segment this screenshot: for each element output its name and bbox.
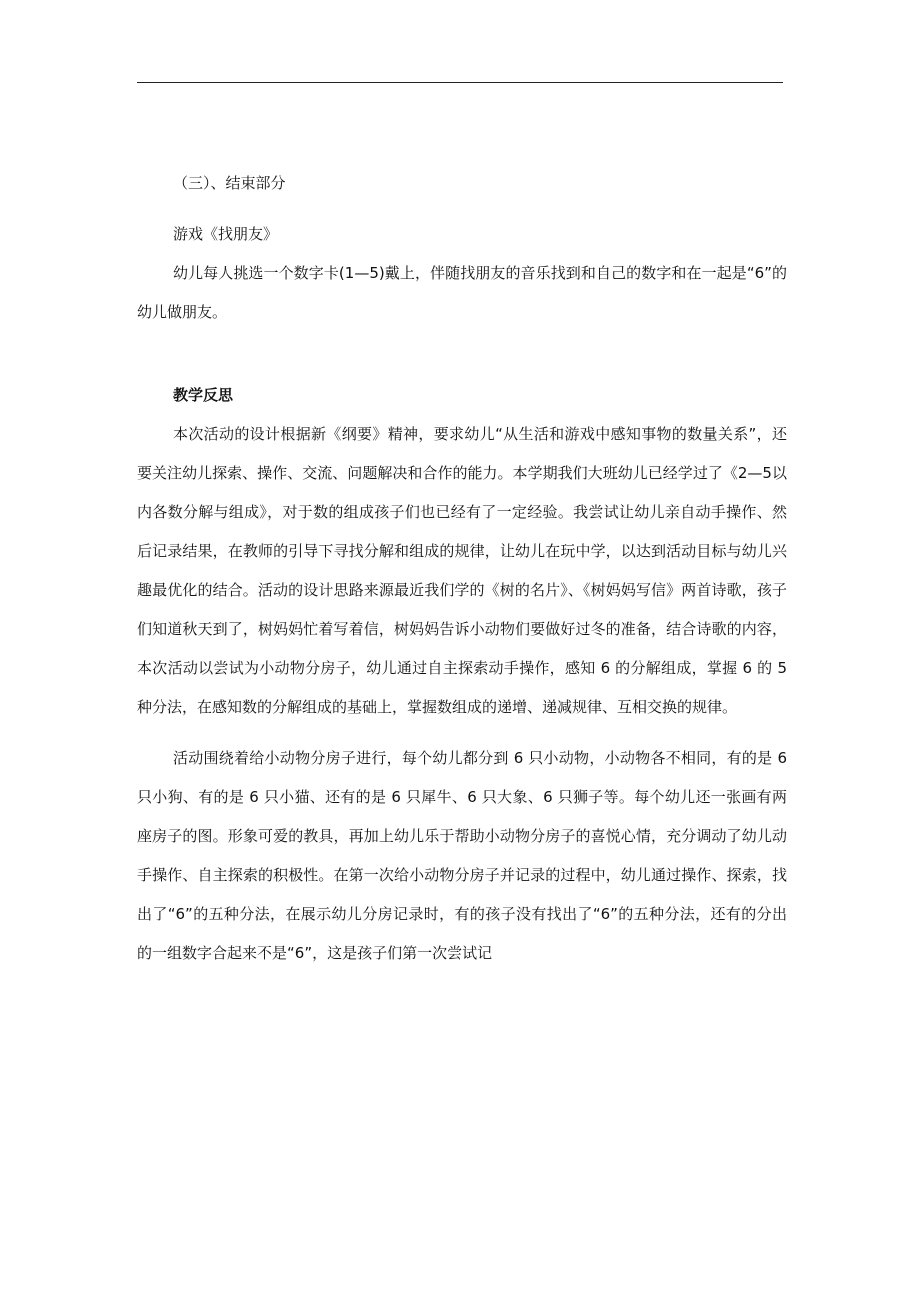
header-rule (137, 82, 783, 83)
reflection-paragraph-1: 本次活动的设计根据新《纲要》精神，要求幼儿“从生活和游戏中感知事物的数量关系”，还要关注幼儿探索、操作、交流、问题解决和合作的能力。本学期我们大班幼儿已经学过了《2—5以内各数分解与组成》，对于数的组成孩子们也已经有了一定经验。我尝试让幼儿亲自动手操作、然后记录结果，在教师的引导下寻找分解和组成的规律，让幼儿在玩中学，以达到活动目标与幼儿兴趣最优化的结合。活动的设计思路来源最近我们学的《树的名片》、《树妈妈写信》两首诗歌，孩子们知道秋天到了，树妈妈忙着写着信，树妈妈告诉小动物们要做好过冬的准备，结合诗歌的内容，本次活动以尝试为小动物分房子，幼儿通过自主探索动手操作，感知 6 的分解组成，掌握 6 的 5 种分法，在感知数的分解组成的基础上，掌握数组成的递增、递减规律、互相交换的规律。 (137, 425, 787, 716)
spacer (137, 727, 787, 739)
spacer (137, 332, 787, 376)
game-title: 游戏《找朋友》 (173, 225, 279, 243)
section-three-title: （三）、结束部分 (173, 174, 286, 192)
reflection-paragraph-2: 活动围绕着给小动物分房子进行，每个幼儿都分到 6 只小动物，小动物各不相同，有的是 6 只小狗、有的是 6 只小猫、还有的是 6 只犀牛、6 只大象、6 只狮子等。每个幼儿还一张画有两座房子的图。形象可爱的教具，再加上幼儿乐于帮助小动物分房子的喜悦心情，充分调动了幼儿动手操作、自主探索的积极性。在第一次给小动物分房子并记录的过程中，幼儿通过操作、探索，找出了“6”的五种分法，在展示幼儿分房记录时，有的孩子没有找出了“6”的五种分法，还有的分出的一组数字合起来不是“6”，这是孩子们第一次尝试记 (137, 749, 787, 962)
reflection-title: 教学反思 (173, 386, 234, 404)
game-description: 幼儿每人挑选一个数字卡(1—5)戴上，伴随找朋友的音乐找到和自己的数字和在一起是“6”的幼儿做朋友。 (137, 264, 787, 321)
document-body (137, 164, 787, 973)
spacer (137, 203, 787, 215)
